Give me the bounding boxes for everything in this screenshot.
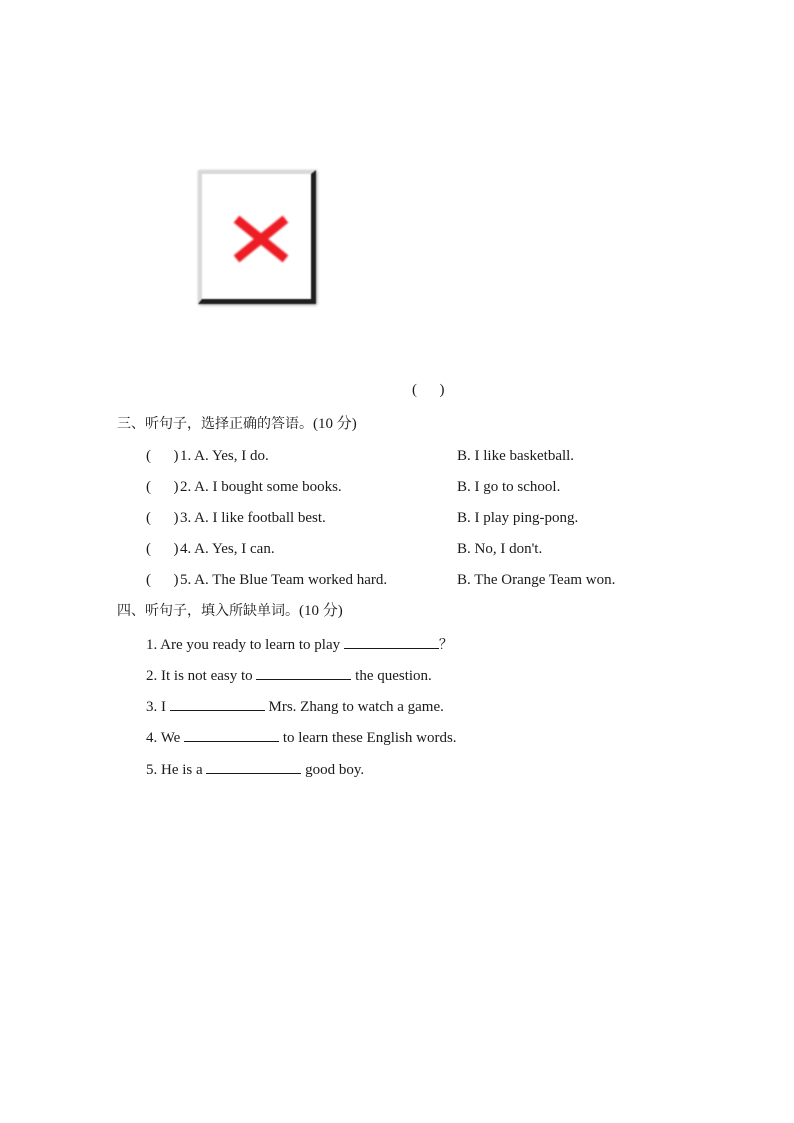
section3-title [117, 415, 357, 433]
option-a: 3. A. I like football best. [180, 510, 326, 526]
option-a: 2. A. I bought some books. [180, 479, 342, 495]
answer-paren: ( ) [146, 541, 179, 557]
section3-title-text: 三、听句子，选择正确的答语。 [117, 416, 313, 432]
fill-sentence [146, 759, 364, 779]
option-a: 5. A. The Blue Team worked hard. [180, 572, 388, 588]
fill-sentence [146, 696, 444, 716]
sentence-before: 4. We [146, 730, 185, 746]
broken-image-x-icon [232, 214, 290, 264]
option-b: B. The Orange Team won. [457, 572, 616, 588]
section4-title-text: 四、听句子，填入所缺单词。 [117, 603, 299, 619]
broken-image-placeholder [198, 170, 316, 304]
option-a: 4. A. Yes, I can. [180, 541, 275, 557]
option-a: 1. A. Yes, I do. [180, 448, 269, 464]
sentence-after: the question. [351, 668, 432, 684]
answer-blank[interactable] [184, 727, 279, 742]
sentence-after: ？ [438, 637, 453, 653]
answer-blank[interactable] [256, 665, 351, 680]
answer-paren: ( ) [146, 448, 179, 464]
answer-blank[interactable] [344, 634, 439, 649]
section3-score: (10 分) [313, 416, 357, 432]
sentence-before: 5. He is a [146, 762, 207, 778]
sentence-after: to learn these English words. [279, 730, 457, 746]
answer-paren: ( ) [146, 572, 179, 588]
sentence-after: Mrs. Zhang to watch a game. [264, 699, 444, 715]
option-b: B. I go to school. [457, 479, 561, 495]
answer-blank[interactable] [206, 759, 301, 774]
sentence-before: 1. Are you ready to learn to play [146, 637, 344, 653]
answer-blank[interactable] [170, 696, 265, 711]
sentence-before: 3. I [146, 699, 170, 715]
section4-title [117, 602, 343, 620]
answer-paren: ( ) [146, 510, 179, 526]
answer-paren-top: ( ) [412, 382, 445, 398]
sentence-before: 2. It is not easy to [146, 668, 257, 684]
fill-sentence [146, 634, 453, 654]
answer-paren: ( ) [146, 479, 179, 495]
fill-sentence [146, 665, 432, 685]
option-b: B. No, I don't. [457, 541, 543, 557]
sentence-after: good boy. [301, 762, 365, 778]
option-b: B. I like basketball. [457, 448, 575, 464]
fill-sentence [146, 727, 457, 747]
option-b: B. I play ping-pong. [457, 510, 579, 526]
section4-score: (10 分) [299, 603, 343, 619]
